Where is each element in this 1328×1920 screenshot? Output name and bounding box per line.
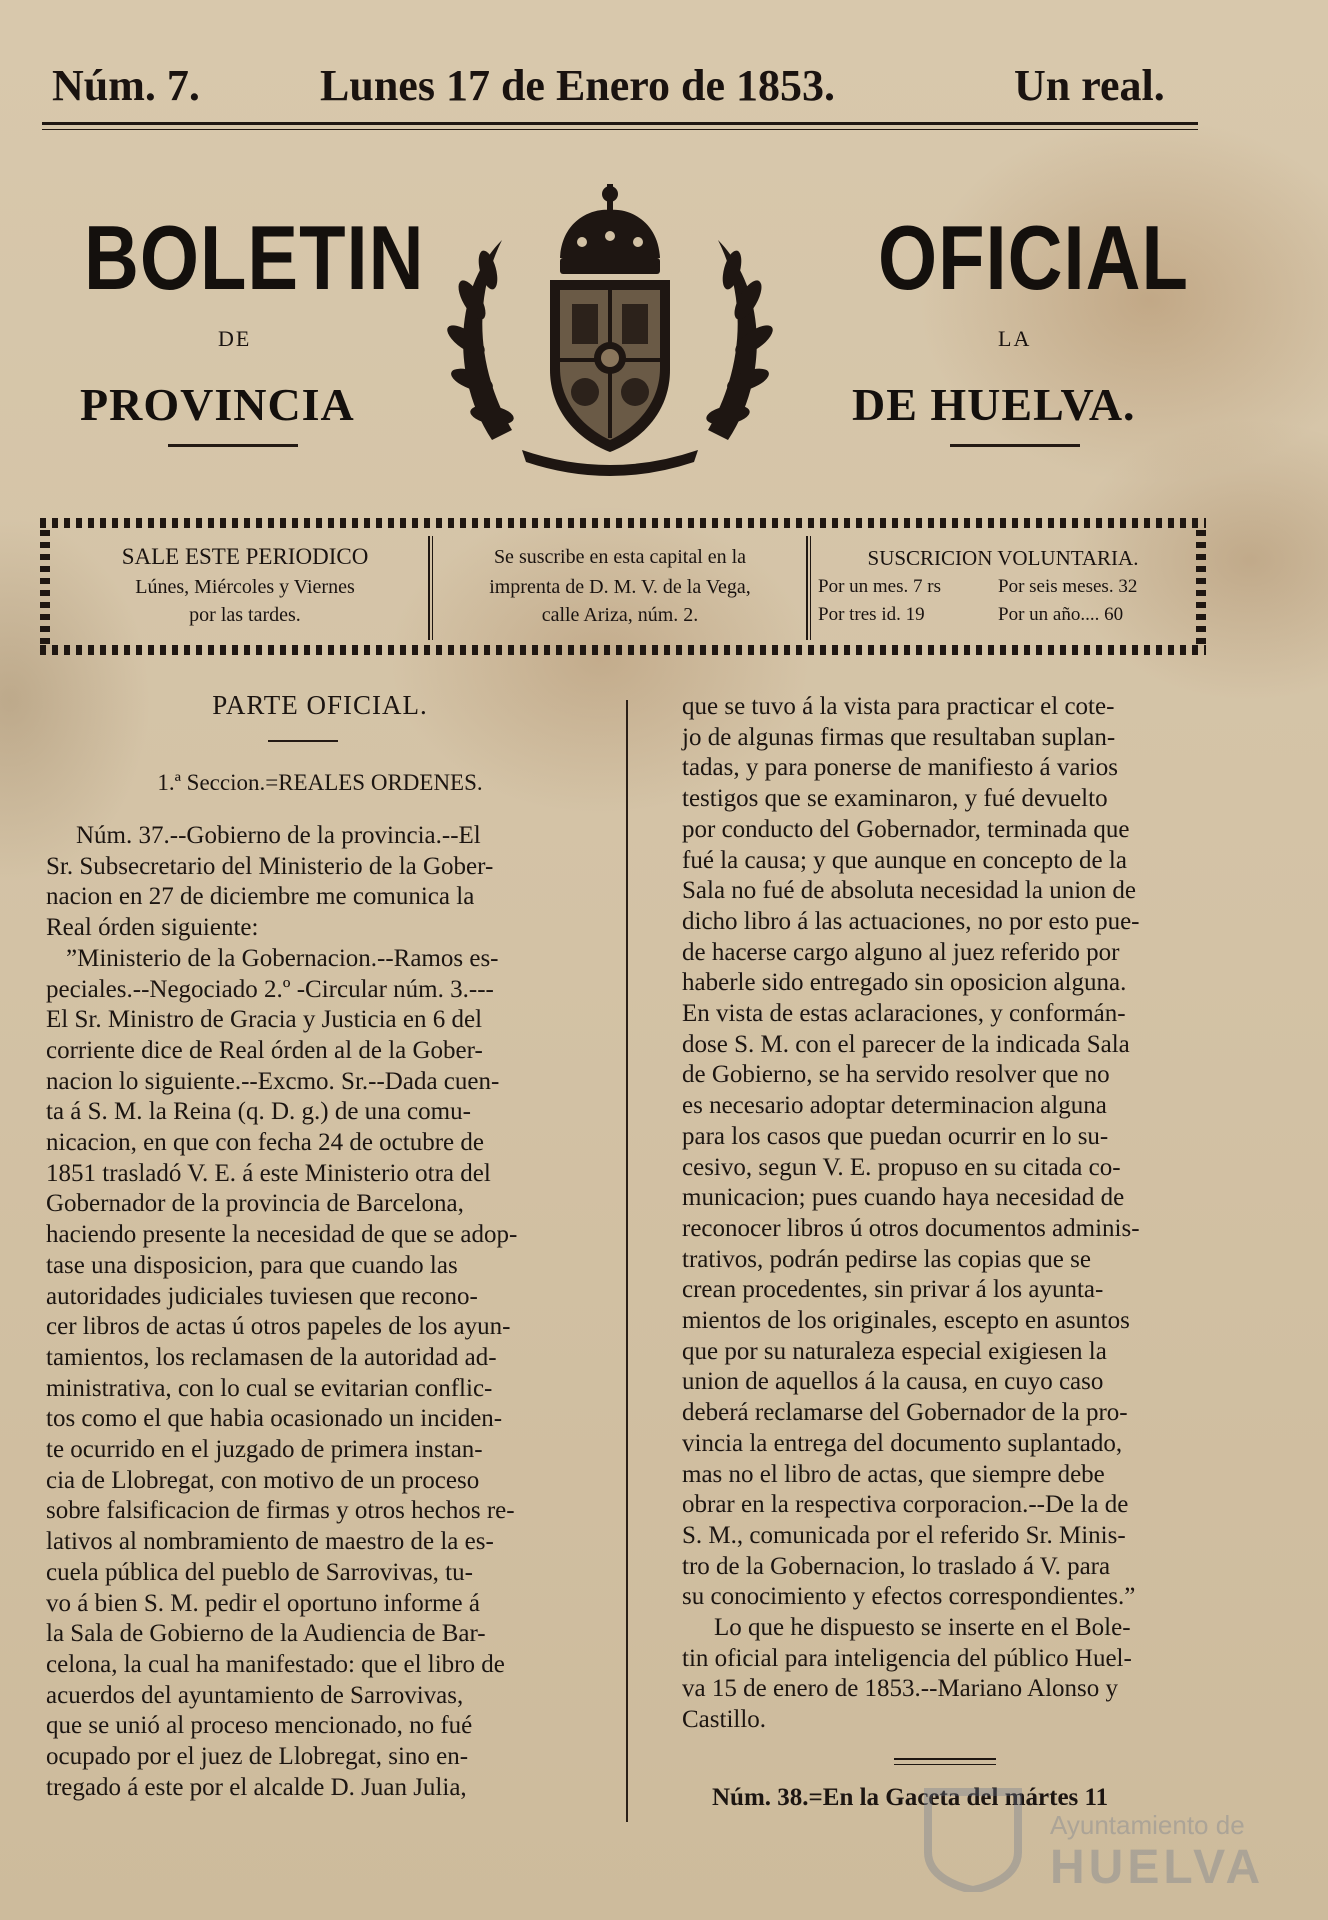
info-middle-line3: calle Ariza, núm. 2. bbox=[541, 604, 699, 626]
right-text-line: Lo que he dispuesto se inserte en el Bole- bbox=[714, 1614, 1131, 1641]
right-text-line: para los casos que puedan ocurrir en lo su- bbox=[682, 1122, 1109, 1150]
info-middle-line1: Se suscribe en esta capital en la bbox=[493, 546, 747, 568]
watermark-line2: HUELVA bbox=[1050, 1841, 1265, 1894]
section-ornament bbox=[268, 740, 338, 742]
right-text-line: vincia la entrega del documento suplantado, bbox=[682, 1429, 1123, 1457]
strip-border-top bbox=[40, 518, 1206, 528]
end-rule-2 bbox=[894, 1764, 996, 1765]
left-text-line: El Sr. Ministro de Gracia y Justicia en 6 del bbox=[46, 1006, 483, 1034]
issue-price: Un real. bbox=[1014, 61, 1165, 110]
title-oficial: OFICIAL bbox=[878, 207, 1189, 310]
info-price-three-months: Por tres id. 19 bbox=[818, 604, 925, 625]
right-text-line: tadas, y para ponerse de manifiesto á varios bbox=[682, 754, 1118, 782]
left-text-line: haciendo presente la necesidad de que se adop- bbox=[46, 1221, 518, 1249]
left-text-line: tregado á este por el alcalde D. Juan Julia, bbox=[46, 1773, 467, 1801]
issue-number: Núm. 7. bbox=[52, 61, 200, 110]
right-text-line: tro de la Gobernacion, lo traslado á V. para bbox=[682, 1552, 1111, 1580]
info-left-days: Lúnes, Miércoles y Viernes bbox=[135, 576, 355, 598]
right-text-line: que se tuvo á la vista para practicar el cote- bbox=[682, 693, 1115, 720]
strip-divider-1 bbox=[428, 536, 430, 640]
right-text-line: mientos de los originales, escepto en asuntos bbox=[682, 1307, 1130, 1334]
column-divider bbox=[626, 700, 628, 1822]
watermark-logo-icon bbox=[918, 1782, 1028, 1892]
issue-date: Lunes 17 de Enero de 1853. bbox=[320, 61, 836, 110]
right-text-line: cesivo, segun V. E. propuso en su citada co- bbox=[682, 1153, 1121, 1181]
right-text-line: jo de algunas firmas que resultaban suplan- bbox=[682, 723, 1116, 751]
left-text-line: nicacion, en que con fecha 24 de octubre de bbox=[46, 1129, 484, 1156]
right-text-line: por conducto del Gobernador, terminada que bbox=[682, 815, 1130, 843]
right-text-line: es necesario adoptar determinacion alguna bbox=[682, 1092, 1107, 1120]
right-text-line: dose S. M. con el parecer de la indicada Sala bbox=[682, 1030, 1130, 1058]
next-item-heading: Núm. 38.=En la Gaceta del mártes 11 bbox=[712, 1784, 1109, 1811]
right-text-line: de Gobierno, se ha servido resolver que no bbox=[682, 1061, 1110, 1089]
ornament-left bbox=[168, 444, 298, 447]
right-text-line: En vista de estas aclaraciones, y conformán- bbox=[682, 1000, 1126, 1027]
right-text-line: union de aquellos á la causa, en cuyo caso bbox=[682, 1368, 1104, 1396]
left-text-line: lativos al nombramiento de maestro de la es- bbox=[46, 1528, 494, 1556]
title-de-huelva: DE HUELVA. bbox=[852, 379, 1136, 430]
left-text-line: que se unió al proceso mencionado, no fué bbox=[46, 1712, 473, 1740]
header-rule-thin bbox=[42, 129, 1198, 130]
info-left-title: SALE ESTE PERIODICO bbox=[121, 544, 369, 569]
right-text-line: obrar en la respectiva corporacion.--De la de bbox=[682, 1491, 1129, 1519]
header-rule-thick bbox=[42, 122, 1198, 125]
info-price-month: Por un mes. 7 rs bbox=[818, 576, 941, 597]
left-text-line: Sr. Subsecretario del Ministerio de la Gober- bbox=[46, 852, 494, 880]
right-text-line: su conocimiento y efectos correspondientes.” bbox=[682, 1583, 1136, 1611]
ornament-right bbox=[950, 444, 1080, 447]
info-price-year: Por un año.... 60 bbox=[998, 604, 1124, 625]
left-text-line: celona, la cual ha manifestado: que el libro de bbox=[46, 1650, 505, 1678]
left-text-line: ta á S. M. la Reina (q. D. g.) de una comu- bbox=[46, 1098, 471, 1126]
left-text-line: ”Ministerio de la Gobernacion.--Ramos es- bbox=[66, 944, 499, 972]
left-text-line: autoridades judiciales tuviesen que recono- bbox=[46, 1282, 478, 1310]
right-text-line: mas no el libro de actas, que siempre debe bbox=[682, 1460, 1105, 1488]
right-text-line: deberá reclamarse del Gobernador de la pro- bbox=[682, 1399, 1128, 1427]
right-text-line: fué la causa; y que aunque en concepto de la bbox=[682, 846, 1127, 874]
title-boletin: BOLETIN bbox=[84, 207, 425, 310]
left-text-line: ocupado por el juez de Llobregat, sino en- bbox=[46, 1743, 469, 1770]
subsection-heading: 1.ª Seccion.=REALES ORDENES. bbox=[157, 770, 483, 795]
left-text-line: nacion en 27 de diciembre me comunica la bbox=[46, 883, 475, 911]
right-text-line: reconocer libros ú otros documentos adminis- bbox=[682, 1214, 1140, 1242]
right-text-line: Castillo. bbox=[682, 1706, 767, 1734]
strip-divider-2b bbox=[810, 536, 811, 640]
left-text-line: Real órden siguiente: bbox=[46, 914, 259, 942]
strip-border-left bbox=[40, 530, 50, 648]
right-text-line: Sala no fué de absoluta necesidad la union de bbox=[682, 877, 1137, 905]
info-price-six-months: Por seis meses. 32 bbox=[998, 576, 1138, 597]
info-left-time: por las tardes. bbox=[189, 604, 301, 626]
left-text-line: nacion lo siguiente.--Excmo. Sr.--Dada cuen- bbox=[46, 1067, 500, 1095]
right-text-line: S. M., comunicada por el referido Sr. Minis- bbox=[682, 1521, 1126, 1549]
strip-divider-1b bbox=[432, 536, 433, 640]
title-provincia: PROVINCIA bbox=[80, 379, 355, 430]
info-middle-line2: imprenta de D. M. V. de la Vega, bbox=[489, 576, 751, 598]
end-rule-1 bbox=[894, 1758, 996, 1760]
left-text-line: peciales.--Negociado 2.º -Circular núm. 3.--- bbox=[46, 975, 494, 1003]
left-text-line: Núm. 37.--Gobierno de la provincia.--El bbox=[76, 822, 481, 849]
left-text-line: 1851 trasladó V. E. á este Ministerio otra del bbox=[46, 1159, 491, 1187]
left-text-line: la Sala de Gobierno de la Audiencia de Bar- bbox=[46, 1620, 486, 1648]
right-text-line: haberle sido entregado sin oposicion alguna. bbox=[682, 969, 1127, 997]
left-text-line: vo á bien S. M. pedir el oportuno informe á bbox=[46, 1589, 480, 1617]
strip-divider-2 bbox=[806, 536, 808, 640]
right-text-line: trativos, podrán pedirse las copias que se bbox=[682, 1245, 1091, 1273]
right-text-line: que por su naturaleza especial exigiesen la bbox=[682, 1337, 1107, 1365]
left-text-line: ministrativa, con lo cual se evitarian conflic- bbox=[46, 1374, 493, 1402]
strip-border-right bbox=[1196, 530, 1206, 648]
title-de: DE bbox=[218, 326, 252, 351]
left-text-line: tos como el que habia ocasionado un inciden- bbox=[46, 1405, 503, 1433]
coat-of-arms-icon bbox=[432, 180, 788, 480]
watermark-line1: Ayuntamiento de bbox=[1050, 1810, 1245, 1840]
left-text-line: sobre falsificacion de firmas y otros hechos re- bbox=[46, 1497, 515, 1525]
right-text-line: va 15 de enero de 1853.--Mariano Alonso y bbox=[682, 1675, 1118, 1703]
strip-border-bottom bbox=[40, 645, 1206, 655]
info-right-title: SUSCRICION VOLUNTARIA. bbox=[867, 546, 1139, 570]
left-text-line: tamientos, los reclamasen de la autoridad ad- bbox=[46, 1343, 497, 1371]
right-text-line: crean procedentes, sin privar á los ayunta- bbox=[682, 1276, 1104, 1304]
right-text-line: dicho libro á las actuaciones, no por esto pue- bbox=[682, 907, 1140, 935]
right-text-line: de hacerse cargo alguno al juez referido por bbox=[682, 938, 1120, 966]
right-text-line: municacion; pues cuando haya necesidad de bbox=[682, 1184, 1125, 1212]
left-text-line: tase una disposicion, para que cuando las bbox=[46, 1251, 458, 1279]
right-text-line: testigos que se examinaron, y fué devuelto bbox=[682, 785, 1108, 813]
section-heading: PARTE OFICIAL. bbox=[212, 690, 428, 720]
left-text-line: te ocurrido en el juzgado de primera instan- bbox=[46, 1436, 483, 1463]
left-text-line: acuerdos del ayuntamiento de Sarrovivas, bbox=[46, 1681, 464, 1709]
right-text-line: tin oficial para inteligencia del público Huel- bbox=[682, 1644, 1132, 1672]
left-text-line: corriente dice de Real órden al de la Gober- bbox=[46, 1036, 483, 1064]
left-text-line: cia de Llobregat, con motivo de un proceso bbox=[46, 1466, 480, 1494]
left-text-line: cuela pública del pueblo de Sarrovivas, tu- bbox=[46, 1558, 473, 1586]
title-la: LA bbox=[998, 326, 1032, 351]
left-text-line: cer libros de actas ú otros papeles de los ayun- bbox=[46, 1313, 511, 1341]
left-text-line: Gobernador de la provincia de Barcelona, bbox=[46, 1190, 464, 1218]
